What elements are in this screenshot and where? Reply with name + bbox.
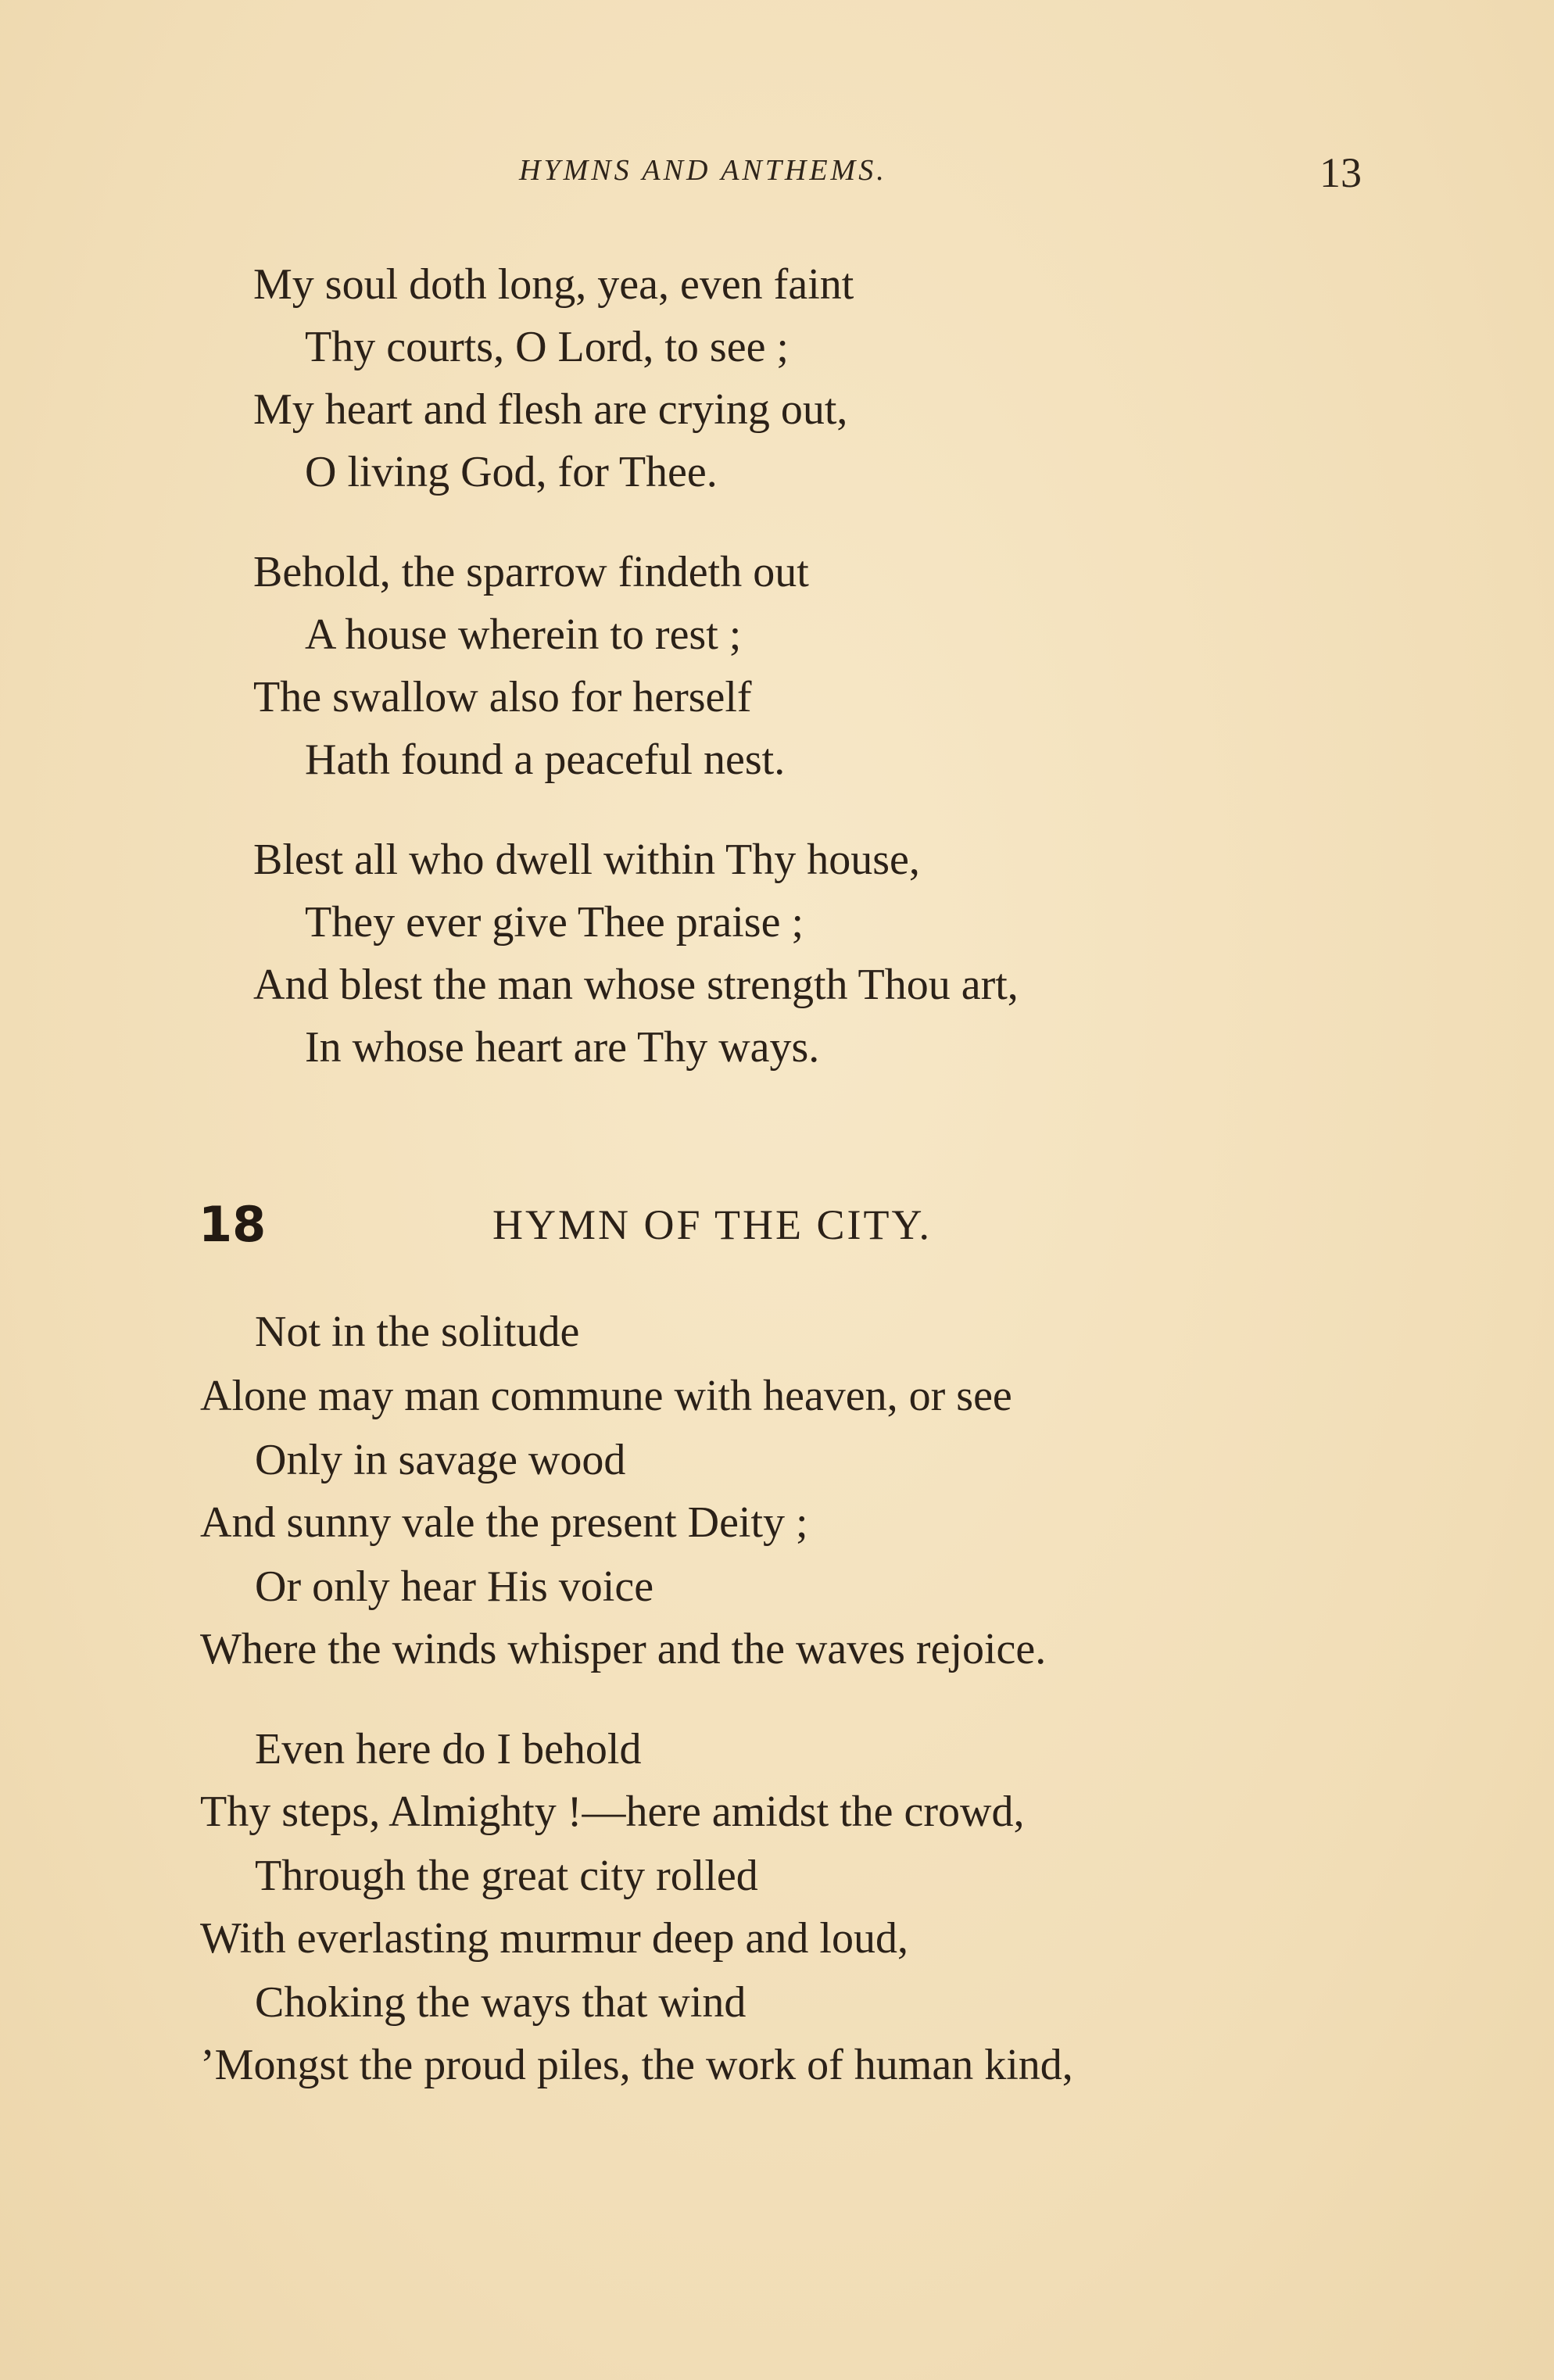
hymn-number: 18 bbox=[199, 1196, 267, 1253]
verse-line: Through the great city rolled bbox=[255, 1852, 758, 1900]
verse-line: They ever give Thee praise ; bbox=[305, 898, 804, 947]
verse-line: Thy steps, Almighty !—here amidst the crowd, bbox=[200, 1788, 1025, 1836]
verse-line: ’Mongst the proud piles, the work of human kind, bbox=[200, 2041, 1073, 2089]
verse-line: Choking the ways that wind bbox=[255, 1978, 747, 2027]
verse-line: Hath found a peaceful nest. bbox=[305, 735, 786, 784]
verse-line: Thy courts, O Lord, to see ; bbox=[305, 323, 789, 371]
hymn-title: HYMN OF THE CITY. bbox=[492, 1201, 933, 1248]
verse-line: A house wherein to rest ; bbox=[305, 610, 742, 659]
running-title: HYMNS AND ANTHEMS. bbox=[519, 154, 887, 187]
verse-line: Behold, the sparrow findeth out bbox=[253, 548, 809, 596]
verse-line: And sunny vale the present Deity ; bbox=[200, 1498, 808, 1547]
verse-line: Where the winds whisper and the waves rejoice. bbox=[200, 1625, 1047, 1673]
verse-line: Alone may man commune with heaven, or see bbox=[200, 1372, 1012, 1420]
verse-line: Only in savage wood bbox=[255, 1436, 626, 1484]
hymn-heading bbox=[0, 1196, 1554, 1258]
verse-line: My soul doth long, yea, even faint bbox=[253, 260, 854, 309]
verse-line: With everlasting murmur deep and loud, bbox=[200, 1914, 908, 1963]
verse-line: My heart and flesh are crying out, bbox=[253, 385, 848, 434]
verse-line: The swallow also for herself bbox=[253, 673, 752, 721]
verse-line: Or only hear His voice bbox=[255, 1562, 654, 1611]
verse-line: O living God, for Thee. bbox=[305, 448, 718, 496]
verse-line: And blest the man whose strength Thou art, bbox=[253, 961, 1019, 1009]
verse-line: Not in the solitude bbox=[255, 1308, 580, 1356]
verse-line: In whose heart are Thy ways. bbox=[305, 1023, 820, 1072]
page-number: 13 bbox=[1319, 149, 1362, 196]
verse-line: Blest all who dwell within Thy house, bbox=[253, 836, 920, 884]
running-head bbox=[0, 149, 1554, 200]
verse-line: Even here do I behold bbox=[255, 1725, 642, 1773]
